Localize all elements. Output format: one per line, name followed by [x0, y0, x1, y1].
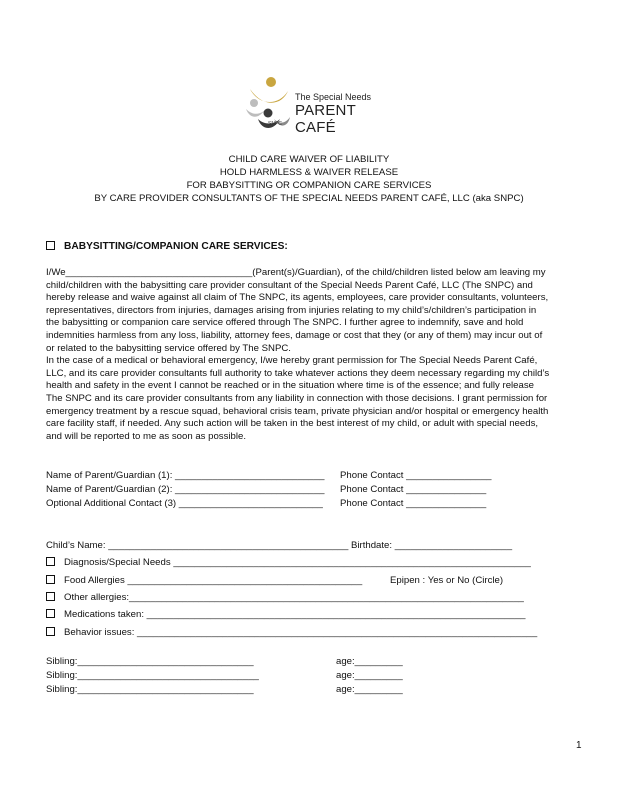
logo [244, 75, 374, 136]
parent-1-phone-field[interactable]: Phone Contact ________________ [340, 470, 492, 481]
body-line: representatives, directors from injuries, damages arising from injuries relating to my child’s/children’s participation in [46, 304, 537, 316]
sibling-1-age-field[interactable]: age:_________ [336, 656, 403, 667]
behavior-field[interactable]: Behavior issues: ___________________________________________________________________________ [64, 627, 538, 638]
logo-line2: PARENT CAFÉ [295, 102, 356, 136]
section-checkbox[interactable] [46, 241, 55, 250]
medications-field[interactable]: Medications taken: _______________________________________________________________________ [64, 609, 526, 620]
other-allergies-field[interactable]: Other allergies:__________________________________________________________________________ [64, 592, 524, 603]
title-line-2: HOLD HARMLESS & WAIVER RELEASE [219, 167, 399, 178]
body-line: LLC, and its care provider consultants full authority to take whatever actions they deem necessary regarding my child’s [46, 367, 550, 379]
body-line: the babysitting or companion care service offered through The SNPC. I further agree to indemnify, save and hold [46, 317, 524, 329]
title-line-1: CHILD CARE WAIVER OF LIABILITY [228, 154, 390, 165]
logo-line1: The Special Needs [295, 92, 372, 102]
medications-row [46, 609, 525, 620]
parent-2-phone-field[interactable]: Phone Contact _______________ [340, 484, 487, 495]
title-line-3: FOR BABYSITTING OR COMPANION CARE SERVICES [186, 180, 432, 191]
behavior-row [46, 627, 537, 638]
additional-contact-phone-field[interactable]: Phone Contact _______________ [340, 498, 487, 509]
body-line: child/children with the babysitting care provider consultant of the Special Needs Parent Café, LLC (The SNPC) and [46, 279, 533, 291]
sibling-2-field[interactable]: Sibling:__________________________________ [46, 670, 259, 681]
body-line: hereby release and waive against all claim of The SNPC, its agents, employees, care provider consultants, volunteers, [46, 292, 549, 304]
body-line: and will be reported to me as soon as possible. [46, 430, 246, 442]
page-number: 1 [576, 740, 582, 751]
parent-2-field[interactable]: Name of Parent/Guardian (2): ____________________________ [46, 484, 325, 495]
body-line: In the case of a medical or behavioral emergency, I/we hereby grant permission for The Special Needs Parent Café, [46, 355, 538, 367]
food-allergies-row [46, 575, 362, 586]
body-line: The SNPC and its care provider consultants from any liability in connection with those decisions. I grant permission for [46, 392, 548, 404]
sibling-3-field[interactable]: Sibling:_________________________________ [46, 684, 254, 695]
body-line: or related to the babysitting service offered by The SNPC. [46, 342, 291, 354]
body-line: I/We___________________________________(Parent(s)/Guardian), of the child/children listed below am leaving my [46, 267, 546, 278]
other-allergies-row [46, 592, 524, 603]
title-line-4: BY CARE PROVIDER CONSULTANTS OF THE SPECIAL NEEDS PARENT CAFÉ, LLC (aka SNPC) [94, 193, 524, 204]
logo-tag: SNPC [268, 121, 282, 127]
medications-checkbox[interactable] [46, 609, 55, 618]
sibling-1-field[interactable]: Sibling:_________________________________ [46, 656, 254, 667]
other-allergies-checkbox[interactable] [46, 592, 55, 601]
diagnosis-field[interactable]: Diagnosis/Special Needs ___________________________________________________________________ [64, 557, 531, 568]
sibling-2-age-field[interactable]: age:_________ [336, 670, 403, 681]
child-name-field[interactable]: Child’s Name: _____________________________________________ Birthdate: ______________________ [46, 540, 513, 551]
parent-1-field[interactable]: Name of Parent/Guardian (1): ____________________________ [46, 470, 325, 481]
body-line: emergency treatment by a rescue squad, behavioral crisis team, private physician and/or hospital or emergency health [46, 405, 549, 417]
body-line: health and safety in the event I cannot be reached or in the situation where time is of the essence; and fully release [46, 380, 534, 392]
diagnosis-checkbox[interactable] [46, 557, 55, 566]
body-line: care facility staff, if needed. Any such action will be taken in the best interest of my child, or adult with special needs, [46, 418, 539, 430]
diagnosis-row [46, 557, 531, 568]
body-line: indemnities harmless from any loss, liability, attorney fees, damage or cost that they (or any of them) may incur out of [46, 329, 543, 341]
food-allergies-checkbox[interactable] [46, 575, 55, 584]
section-title: BABYSITTING/COMPANION CARE SERVICES: [46, 241, 288, 252]
waiver-body [46, 267, 576, 443]
additional-contact-field[interactable]: Optional Additional Contact (3) ___________________________ [46, 498, 323, 509]
sibling-3-age-field[interactable]: age:_________ [336, 684, 403, 695]
food-allergies-field[interactable]: Food Allergies ____________________________________________ [64, 575, 363, 586]
epipen-field[interactable]: Epipen : Yes or No (Circle) [390, 575, 504, 586]
behavior-checkbox[interactable] [46, 627, 55, 636]
